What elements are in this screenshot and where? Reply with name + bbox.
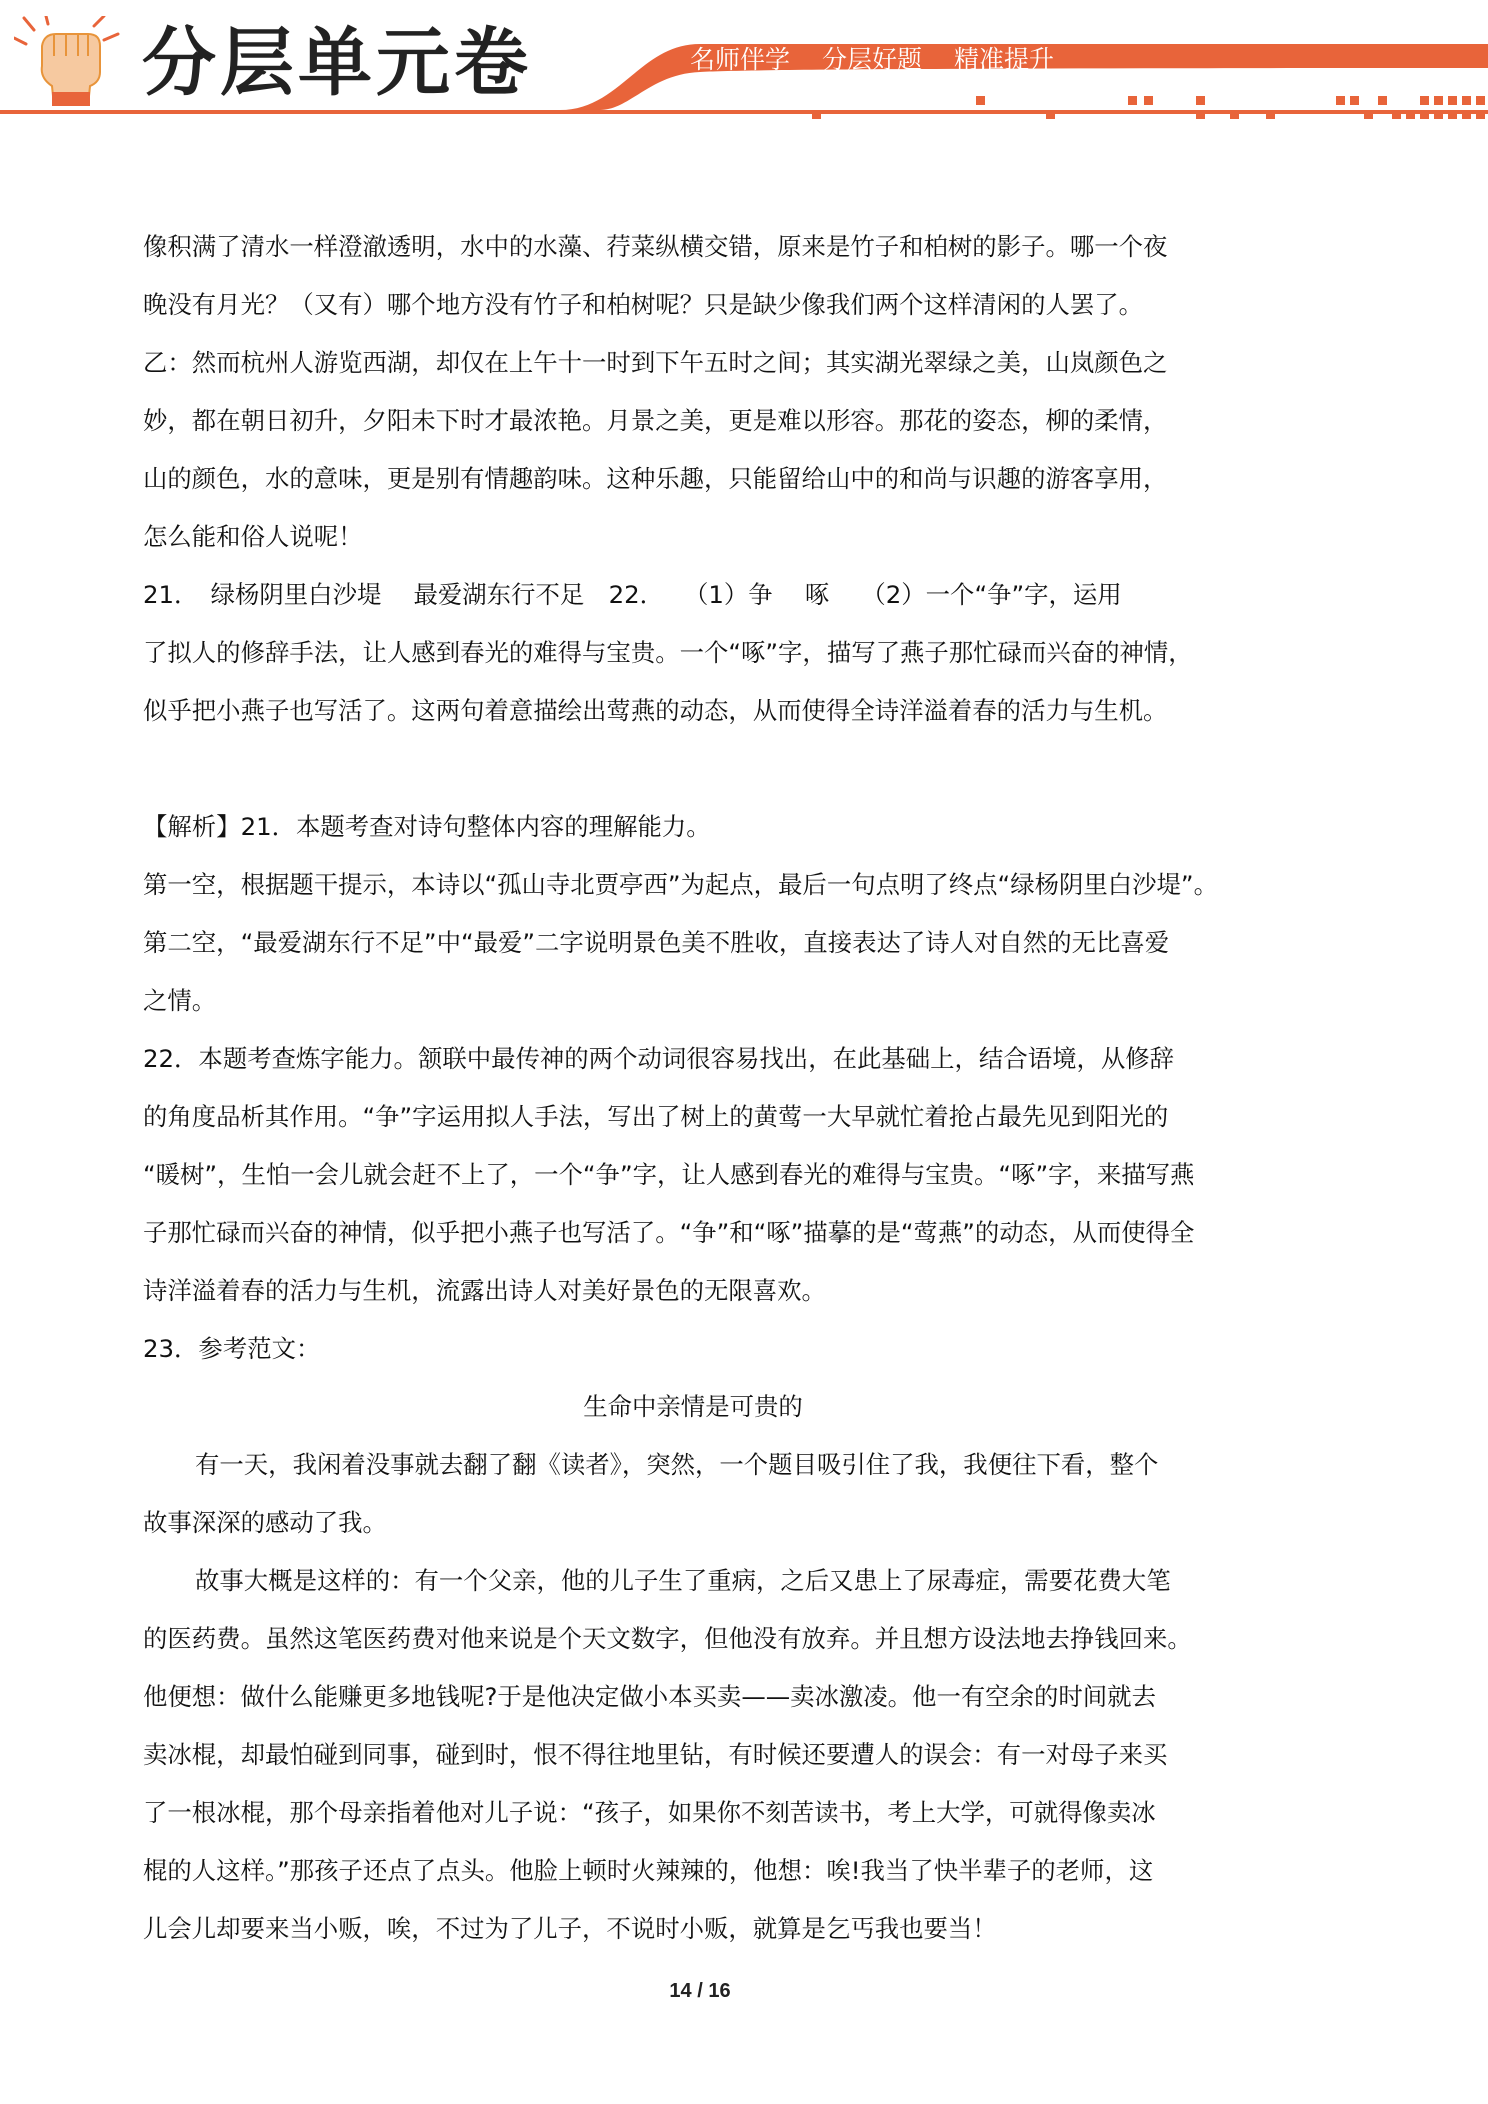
text-line: 23．参考范文：: [143, 1334, 321, 1363]
text-line: 了拟人的修辞手法，让人感到春光的难得与宝贵。一个“啄”字，描写了燕子那忙碌而兴奋的神情，: [143, 638, 1193, 667]
text-line: 22．本题考查炼字能力。颔联中最传神的两个动词很容易找出，在此基础上，结合语境，从修辞: [143, 1044, 1175, 1073]
brand-title: 分层单元卷: [142, 20, 532, 106]
text-line: 子那忙碌而兴奋的神情，似乎把小燕子也写活了。“争”和“啄”描摹的是“莺燕”的动态，从而使得全: [143, 1218, 1195, 1247]
text-line: 怎么能和俗人说呢！: [143, 522, 363, 551]
text-line: 山的颜色，水的意味，更是别有情趣韵味。这种乐趣，只能留给山中的和尚与识趣的游客享用，: [143, 464, 1168, 493]
blank-line: [143, 740, 1243, 798]
text-line: 他便想：做什么能赚更多地钱呢?于是他决定做小本买卖——卖冰激凌。他一有空余的时间就去: [143, 1682, 1156, 1711]
text-line: 的医药费。虽然这笔医药费对他来说是个天文数字，但他没有放弃。并且想方设法地去挣钱回来。: [143, 1624, 1192, 1653]
text-line: 诗洋溢着春的活力与生机，流露出诗人对美好景色的无限喜欢。: [143, 1276, 826, 1305]
text-line: 的角度品析其作用。“争”字运用拟人手法，写出了树上的黄莺一大早就忙着抢占最先见到阳光的: [143, 1102, 1169, 1131]
page-header: [0, 0, 1488, 150]
text-line: 第二空，“最爱湖东行不足”中“最爱”二字说明景色美不胜收，直接表达了诗人对自然的无比喜爱: [143, 928, 1170, 957]
slogan-3: 精准提升: [953, 45, 1054, 74]
text-line: 21． 绿杨阴里白沙堤 最爱湖东行不足 22． （1）争 啄 （2）一个“争”字，运用: [143, 580, 1122, 609]
analysis-heading: 【解析】21．本题考查对诗句整体内容的理解能力。: [143, 812, 711, 841]
text-line: 之情。: [143, 986, 217, 1015]
text-line: 乙：然而杭州人游览西湖，却仅在上午十一时到下午五时之间；其实湖光翠绿之美，山岚颜色之: [143, 348, 1168, 377]
slogan-1: 名师伴学: [690, 45, 791, 74]
document-body: [143, 218, 1243, 1958]
header-slogans: [690, 42, 1078, 78]
page-number: 14 / 16: [669, 1980, 731, 2002]
text-line: “暖树”，生怕一会儿就会赶不上了，一个“争”字，让人感到春光的难得与宝贵。“啄”字，来描写燕: [143, 1160, 1195, 1189]
text-line: 妙，都在朝日初升，夕阳未下时才最浓艳。月景之美，更是难以形容。那花的姿态，柳的柔情，: [143, 406, 1168, 435]
text-line: 像积满了清水一样澄澈透明，水中的水藻、荇菜纵横交错，原来是竹子和柏树的影子。哪一个夜: [143, 232, 1168, 261]
text-line: 似乎把小燕子也写活了。这两句着意描绘出莺燕的动态，从而使得全诗洋溢着春的活力与生机。: [143, 696, 1168, 725]
text-line: 第一空，根据题干提示，本诗以“孤山寺北贾亭西”为起点，最后一句点明了终点“绿杨阴里白沙堤”。: [143, 870, 1218, 899]
text-line: 故事大概是这样的：有一个父亲，他的儿子生了重病，之后又患上了尿毒症，需要花费大笔: [195, 1566, 1171, 1595]
text-line: 故事深深的感动了我。: [143, 1508, 387, 1537]
slogan-2: 分层好题: [821, 45, 922, 74]
text-line: 有一天，我闲着没事就去翻了翻《读者》，突然，一个题目吸引住了我，我便往下看，整个: [195, 1450, 1159, 1479]
text-line: 了一根冰棍，那个母亲指着他对儿子说：“孩子，如果你不刻苦读书，考上大学，可就得像卖冰: [143, 1798, 1156, 1827]
text-line: 晚没有月光？（又有）哪个地方没有竹子和柏树呢？只是缺少像我们两个这样清闲的人罢了。: [143, 290, 1144, 319]
text-line: 卖冰棍，却最怕碰到同事，碰到时，恨不得往地里钻，有时候还要遭人的误会：有一对母子来买: [143, 1740, 1168, 1769]
essay-title: 生命中亲情是可贵的: [583, 1392, 803, 1421]
text-line: 儿会儿却要来当小贩，唉，不过为了儿子，不说时小贩，就算是乞丐我也要当！: [143, 1914, 997, 1943]
decorative-dots: [0, 92, 1488, 122]
text-line: 棍的人这样。”那孩子还点了点头。他脸上顿时火辣辣的，他想：唉!我当了快半辈子的老师，这: [143, 1856, 1154, 1885]
